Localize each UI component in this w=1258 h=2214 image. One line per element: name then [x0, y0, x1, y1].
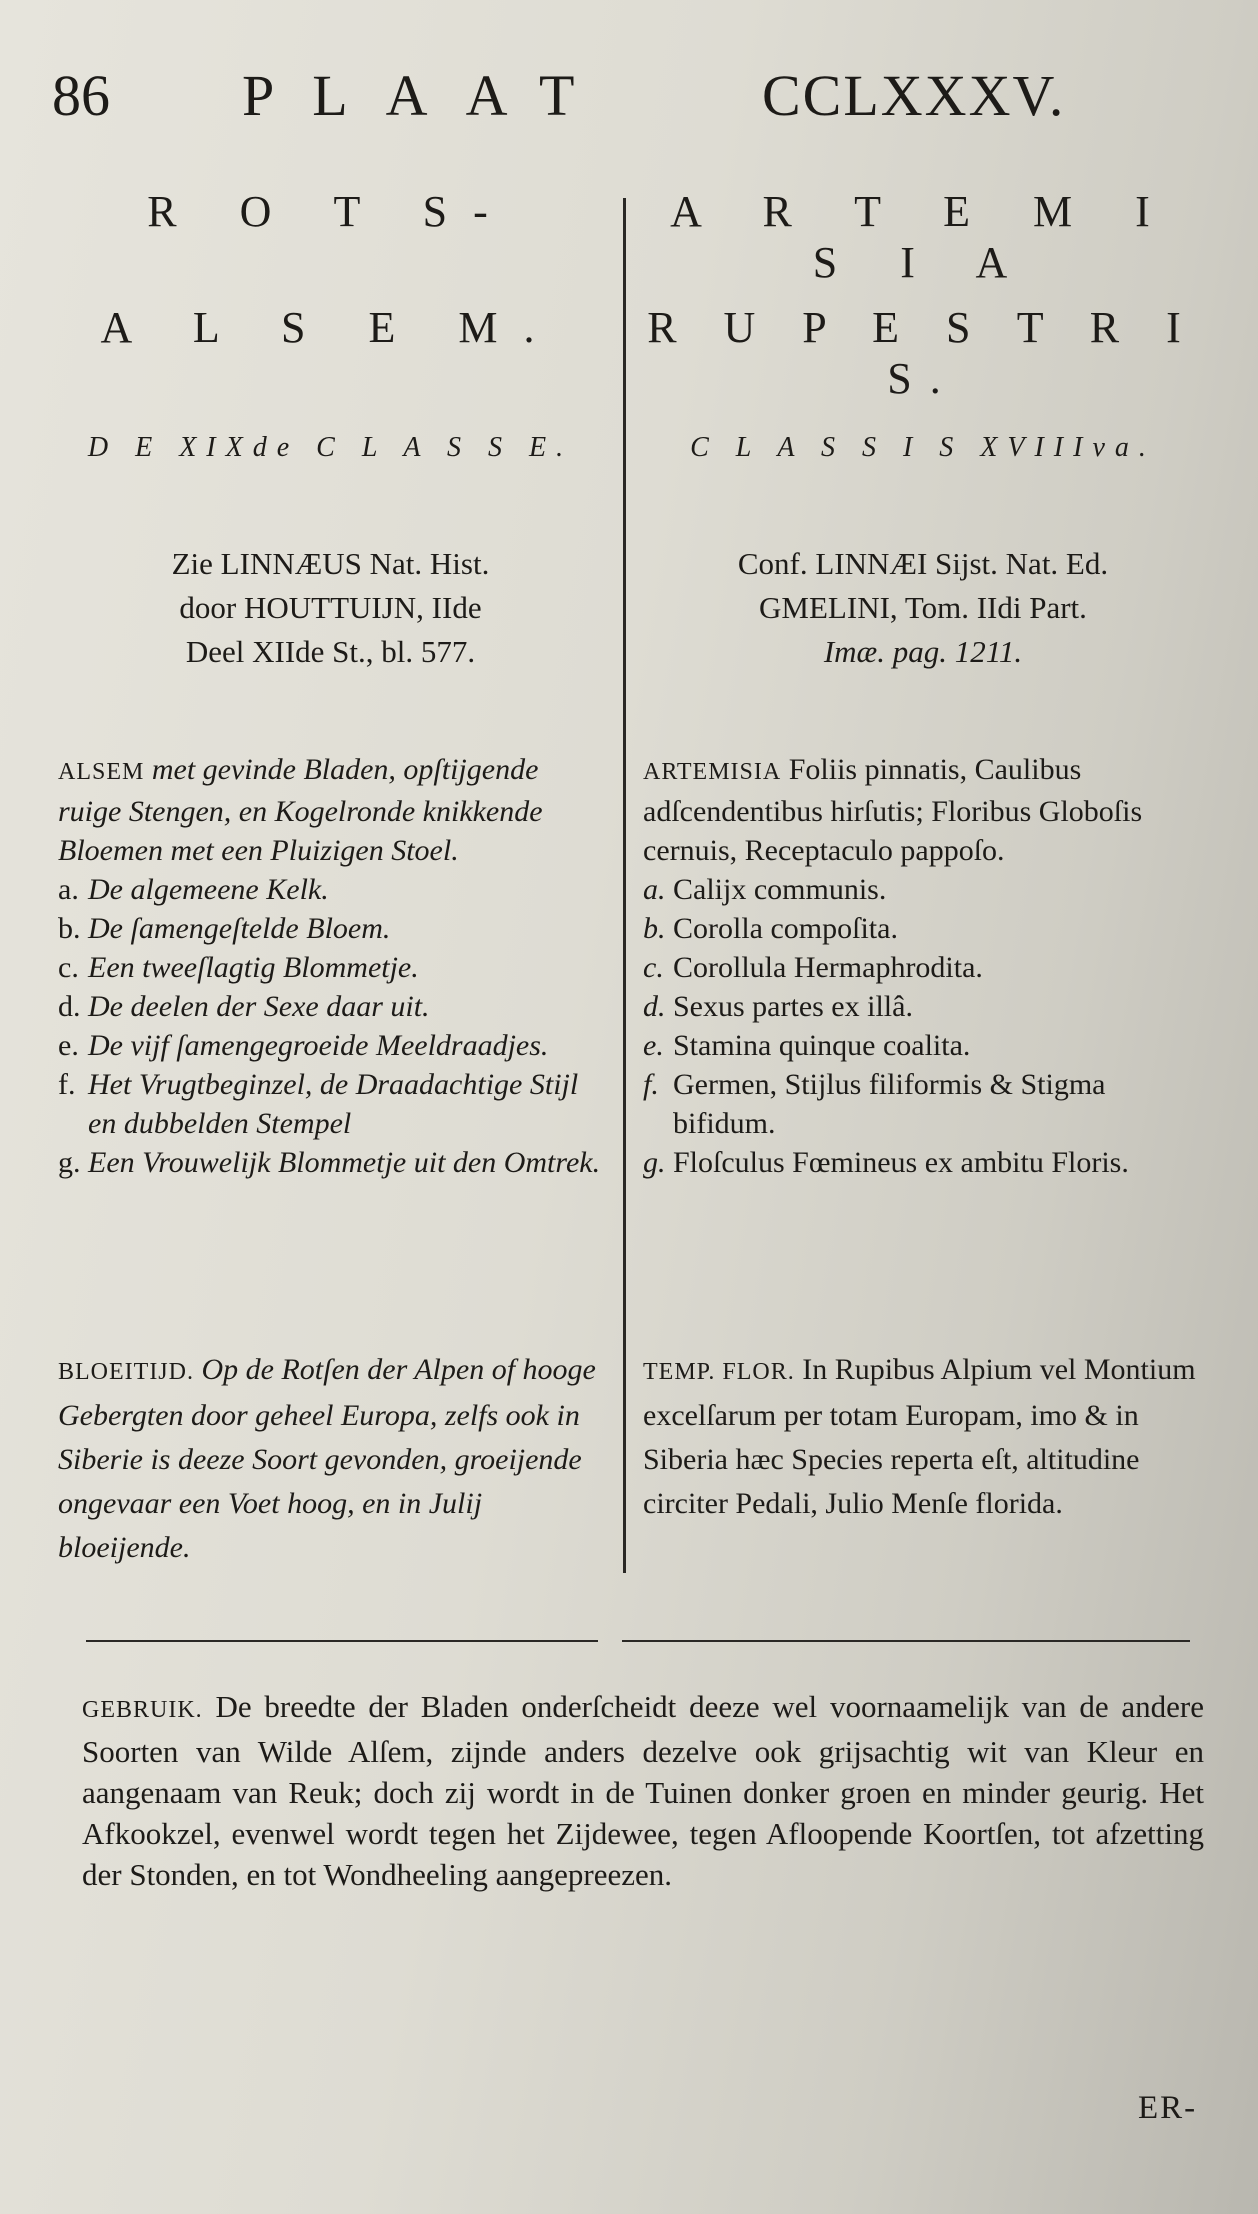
latin-item-c — [643, 948, 1203, 987]
dutch-desc-text: met gevinde Bladen, opſtijgende ruige Stengen, en Kogelronde knikkende Bloemen met een Pluizigen Stoel. — [58, 753, 543, 867]
latin-item-e — [643, 1026, 1203, 1065]
item-label: e. — [58, 1029, 79, 1062]
latin-item-d — [643, 987, 1203, 1026]
dutch-title-line1: R O T S- — [147, 187, 514, 236]
item-text: Floſculus Fœmineus ex ambitu Floris. — [673, 1146, 1129, 1179]
dutch-genus-caps: ALSEM — [58, 759, 145, 785]
latin-flowering-text: In Rupibus Alpium vel Montium excelſarum per totam Europam, imo & in Siberia hæc Species reperta eſt, altitudine circiter Pedali, Julio Menſe florida. — [643, 1353, 1196, 1520]
dutch-ref-line: door HOUTTUIJN, IIde — [179, 590, 482, 625]
item-text: Het Vrugtbeginzel, de Draadachtige Stijl en dubbelden Stempel — [88, 1068, 579, 1140]
latin-flowering — [643, 1348, 1203, 1526]
latin-item-b — [643, 909, 1203, 948]
latin-item-a — [643, 870, 1203, 909]
item-label: b. — [58, 912, 81, 945]
dutch-item-b — [58, 909, 603, 948]
latin-title-line2: R U P E S T R I S. — [647, 303, 1199, 403]
dutch-title-line2: A L S E M. — [100, 303, 561, 352]
item-text: Corollula Hermaphrodita. — [673, 951, 983, 984]
rule-right — [622, 1640, 1190, 1642]
item-text: De deelen der Sexe daar uit. — [88, 990, 430, 1023]
item-label: d. — [643, 990, 666, 1023]
item-label: e. — [643, 1029, 664, 1062]
column-divider — [623, 198, 626, 1573]
item-label: f. — [643, 1068, 659, 1101]
dutch-flowering-caps: BLOEITIJD. — [58, 1359, 194, 1385]
item-label: a. — [643, 873, 666, 906]
latin-desc-text: Foliis pinnatis, Caulibus adſcendentibus hirſutis; Floribus Globoſis cernuis, Receptaculo pappoſo. — [643, 753, 1143, 867]
catchword: ER- — [1138, 2090, 1198, 2126]
latin-item-g — [643, 1143, 1203, 1182]
item-label: c. — [643, 951, 664, 984]
latin-ref-line: Conf. LINNÆI Sijst. Nat. Ed. — [737, 546, 1109, 581]
latin-ref-line: Imæ. pag. 1211. — [823, 634, 1023, 669]
page-header — [52, 62, 1218, 132]
item-label: b. — [643, 912, 666, 945]
latin-reference — [643, 542, 1203, 674]
plate-word: PLAAT — [242, 63, 613, 128]
dutch-item-e — [58, 1026, 603, 1065]
rule-left — [86, 1640, 598, 1642]
dutch-desc-intro — [58, 750, 603, 870]
dutch-flowering — [58, 1348, 603, 1570]
dutch-item-c — [58, 948, 603, 987]
item-label: c. — [58, 951, 79, 984]
latin-description — [643, 750, 1203, 1182]
item-label: d. — [58, 990, 81, 1023]
dutch-item-f — [58, 1065, 603, 1143]
latin-desc-intro — [643, 750, 1203, 870]
item-text: Germen, Stijlus filiformis & Stigma bifidum. — [673, 1068, 1106, 1140]
usage-text: De breedte der Bladen onderſcheidt deeze wel voornaamelijk van de andere Soorten van Wilde Alſem, zijnde anders dezelve ook grijsachtig wit van Kleur en aangenaam van Reuk; doch zij wordt in de Tuinen donker groen en minder geurig. Het Afkookzel, evenwel wordt tegen het Zijdewee, tegen Afloopende Koortſen, tot afzetting der Stonden, en tot Wondheeling aangepreezen. — [82, 1689, 1204, 1892]
item-text: De ſamengeſtelde Bloem. — [88, 912, 391, 945]
dutch-description — [58, 750, 603, 1182]
latin-flowering-caps: TEMP. FLOR. — [643, 1359, 795, 1385]
latin-ref-line: GMELINI, Tom. IIdi Part. — [759, 590, 1087, 625]
dutch-item-g — [58, 1143, 603, 1182]
dutch-ref-line: Zie LINNÆUS Nat. Hist. — [171, 546, 490, 581]
item-text: Calijx communis. — [673, 873, 887, 906]
item-label: a. — [58, 873, 79, 906]
plate-number: CCLXXXV. — [762, 63, 1066, 128]
dutch-reference — [58, 542, 603, 674]
latin-classe: C L A S S I S XVIIIva. — [690, 432, 1156, 463]
item-text: Een tweeſlagtig Blommetje. — [88, 951, 419, 984]
dutch-item-d — [58, 987, 603, 1026]
item-label: f. — [58, 1068, 76, 1101]
item-text: Een Vrouwelijk Blommetje uit den Omtrek. — [88, 1146, 601, 1179]
item-text: Corolla compoſita. — [673, 912, 898, 945]
dutch-flowering-text: Op de Rotſen der Alpen of hooge Gebergten door geheel Europa, zelfs ook in Siberie is deeze Soort gevonden, groeijende ongevaar een Voet hoog, en in Julij bloeijende. — [58, 1353, 596, 1564]
item-label: g. — [58, 1146, 81, 1179]
dutch-item-a — [58, 870, 603, 909]
usage-paragraph — [82, 1686, 1204, 1895]
item-text: De vijf ſamengegroeide Meeldraadjes. — [88, 1029, 549, 1062]
dutch-ref-line: Deel XIIde St., bl. 577. — [185, 634, 476, 669]
item-label: g. — [643, 1146, 666, 1179]
usage-caps: GEBRUIK. — [82, 1697, 203, 1723]
latin-title-line1: A R T E M I S I A — [670, 187, 1176, 287]
latin-genus-caps: ARTEMISIA — [643, 759, 782, 785]
page-number: 86 — [52, 63, 110, 128]
dutch-classe: D E XIXde C L A S S E. — [87, 432, 574, 463]
item-text: Sexus partes ex illâ. — [673, 990, 913, 1023]
latin-item-f — [643, 1065, 1203, 1143]
item-text: De algemeene Kelk. — [88, 873, 329, 906]
item-text: Stamina quinque coalita. — [673, 1029, 971, 1062]
